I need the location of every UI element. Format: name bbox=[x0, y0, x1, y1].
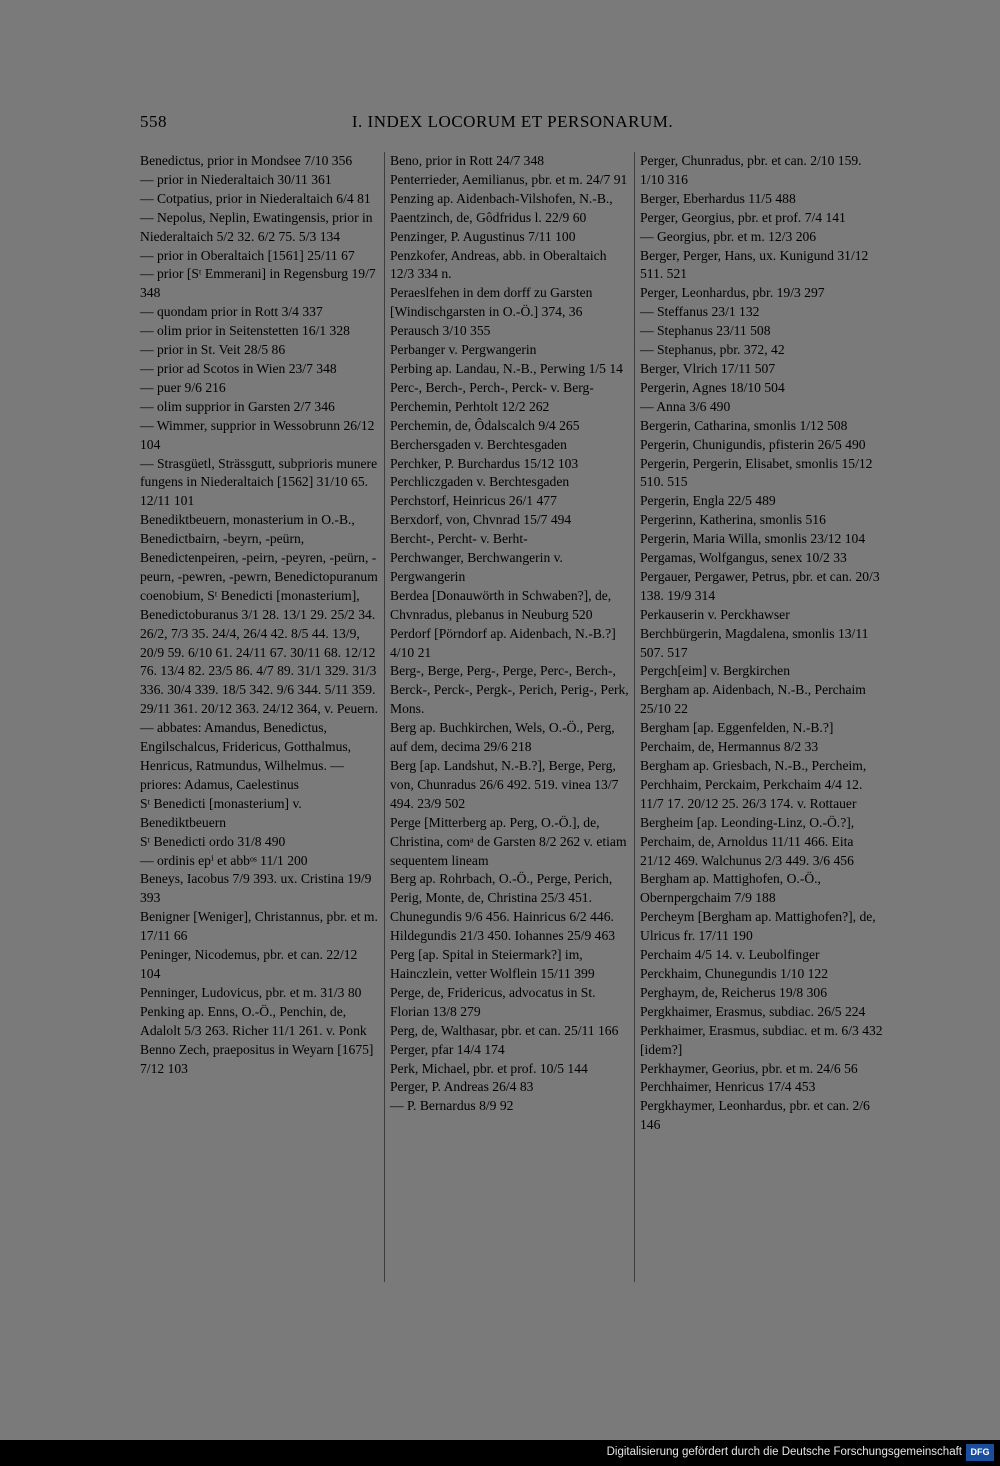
digitization-footer bbox=[0, 1440, 1000, 1466]
index-entry: Perkhaymer, Georius, pbr. et m. 24/6 56 bbox=[640, 1060, 858, 1076]
index-column-1 bbox=[140, 152, 380, 1078]
index-entry: Bergerin, Catharina, smonlis 1/12 508 bbox=[640, 417, 848, 433]
index-entry: Penzkofer, Andreas, abb. in Oberaltaich 12/3 334 n. bbox=[390, 247, 607, 282]
index-entry: — Georgius, pbr. et m. 12/3 206 bbox=[640, 228, 817, 244]
index-entry: Berg [ap. Landshut, N.-B.?], Berge, Perg, von, Chunradus 26/6 492. 519. vinea 13/7 494. 23/9 502 bbox=[390, 758, 619, 811]
index-entry: Berger, Perger, Hans, ux. Kunigund 31/12 511. 521 bbox=[640, 247, 869, 282]
column-divider bbox=[384, 152, 385, 1282]
index-entry: Pergkhaimer, Erasmus, subdiac. 26/5 224 bbox=[640, 1003, 866, 1019]
index-entry: Perkauserin v. Perckhawser bbox=[640, 606, 790, 622]
index-entry: — quondam prior in Rott 3/4 337 bbox=[140, 304, 323, 320]
index-entry: Perger, P. Andreas 26/4 83 bbox=[390, 1079, 534, 1095]
index-entry: Pergerin, Maria Willa, smonlis 23/12 104 bbox=[640, 531, 866, 547]
index-entry: — Nepolus, Neplin, Ewatingensis, prior in Niederaltaich 5/2 32. 6/2 75. 5/3 134 bbox=[140, 209, 373, 244]
index-column-3 bbox=[640, 152, 883, 1135]
index-entry: Berdea [Donauwörth in Schwaben?], de, Chvnradus, plebanus in Neuburg 520 bbox=[390, 587, 612, 622]
page-header bbox=[140, 112, 885, 136]
index-entry: — Cotpatius, prior in Niederaltaich 6/4 81 bbox=[140, 190, 371, 206]
index-entry: — Steffanus 23/1 132 bbox=[640, 304, 760, 320]
index-entry: — P. Bernardus 8/9 92 bbox=[390, 1098, 514, 1114]
index-entry: — prior in St. Veit 28/5 86 bbox=[140, 342, 286, 358]
index-entry: Bercht-, Percht- v. Berht- bbox=[390, 531, 528, 547]
index-entry: Perg, de, Walthasar, pbr. et can. 25/11 166 bbox=[390, 1022, 619, 1038]
index-entry: — Stephanus 23/11 508 bbox=[640, 323, 771, 339]
index-entry: Bergham ap. Griesbach, N.-B., Percheim, Perchhaim, Perckaim, Perkchaim 4/4 12. 11/7 17. 20/12 25. 26/3 174. v. Rottauer bbox=[640, 758, 867, 811]
index-entry: Benedictus, prior in Mondsee 7/10 356 bbox=[140, 153, 353, 168]
index-column-2 bbox=[390, 152, 630, 1116]
index-entry: — prior [Sᵗ Emmerani] in Regensburg 19/7 348 bbox=[140, 266, 376, 301]
index-entry: Benigner [Weniger], Christannus, pbr. et m. 17/11 66 bbox=[140, 909, 378, 944]
index-entry: Perger, Georgius, pbr. et prof. 7/4 141 bbox=[640, 209, 846, 225]
index-entry: Berchersgaden v. Berchtesgaden bbox=[390, 436, 567, 452]
index-entry: Perghaym, de, Reicherus 19/8 306 bbox=[640, 984, 828, 1000]
index-entry: Perge, de, Fridericus, advocatus in St. Florian 13/8 279 bbox=[390, 984, 596, 1019]
index-entry: Perchker, P. Burchardus 15/12 103 bbox=[390, 455, 579, 471]
index-entry: — ordinis epⁱ et abbᵒˢ 11/1 200 bbox=[140, 852, 308, 868]
index-entry: — Anna 3/6 490 bbox=[640, 398, 731, 414]
index-entry: Percheym [Bergham ap. Mattighofen?], de, Ulricus fr. 17/11 190 bbox=[640, 909, 876, 944]
index-entry: Sᵗ Benedicti [monasterium] v. Benediktbeuern bbox=[140, 795, 302, 830]
index-entry: Perger, pfar 14/4 174 bbox=[390, 1041, 505, 1057]
index-entry: Pergerin, Pergerin, Elisabet, smonlis 15/12 510. 515 bbox=[640, 455, 873, 490]
index-entry: — Stephanus, pbr. 372, 42 bbox=[640, 342, 785, 358]
index-entry: Perckhaim, Chunegundis 1/10 122 bbox=[640, 965, 829, 981]
index-entry: Pergauer, Pergawer, Petrus, pbr. et can. 20/3 138. 19/9 314 bbox=[640, 568, 880, 603]
index-entry: Penking ap. Enns, O.-Ö., Penchin, de, Adalolt 5/3 263. Richer 11/1 261. v. Ponk bbox=[140, 1003, 367, 1038]
index-entry: Berchbürgerin, Magdalena, smonlis 13/11 507. 517 bbox=[640, 625, 869, 660]
index-entry: — prior in Niederaltaich 30/11 361 bbox=[140, 171, 332, 187]
index-entry: Perg [ap. Spital in Steiermark?] im, Hainczlein, vetter Wolflein 15/11 399 bbox=[390, 947, 595, 981]
index-entry: Perchwanger, Berchwangerin v. Pergwangerin bbox=[390, 550, 563, 584]
index-entry: Perchemin, Perhtolt 12/2 262 bbox=[390, 398, 550, 414]
index-entry: Bergham [ap. Eggenfelden, N.-B.?] Perchaim, de, Hermannus 8/2 33 bbox=[640, 720, 834, 755]
index-entry: — prior ad Scotos in Wien 23/7 348 bbox=[140, 360, 337, 376]
index-entry: Pergerinn, Katherina, smonlis 516 bbox=[640, 512, 826, 528]
index-entry: Berger, Eberhardus 11/5 488 bbox=[640, 190, 796, 206]
index-entry: Perchemin, de, Ôdalscalch 9/4 265 bbox=[390, 417, 580, 433]
index-entry: Peninger, Nicodemus, pbr. et can. 22/12 104 bbox=[140, 947, 358, 981]
index-entry: Berg ap. Buchkirchen, Wels, O.-Ö., Perg, auf dem, decima 29/6 218 bbox=[390, 720, 615, 755]
index-entry: Perchstorf, Heinricus 26/1 477 bbox=[390, 493, 557, 509]
index-entry: Berg-, Berge, Perg-, Perge, Perc-, Berch-, Berck-, Perck-, Pergk-, Perich, Perig-, Perk, Mons. bbox=[390, 663, 629, 717]
index-entry: Pergch[eim] v. Bergkirchen bbox=[640, 663, 790, 679]
index-entry: Perc-, Berch-, Perch-, Perck- v. Berg- bbox=[390, 379, 594, 395]
index-entry: Perchaim 4/5 14. v. Leubolfinger bbox=[640, 947, 820, 963]
index-entry: Perchhaimer, Henricus 17/4 453 bbox=[640, 1079, 816, 1095]
index-entry: Bergham ap. Aidenbach, N.-B., Perchaim 25/10 22 bbox=[640, 682, 866, 717]
index-entry: Perkhaimer, Erasmus, subdiac. et m. 6/3 432 [idem?] bbox=[640, 1022, 883, 1057]
index-entry: Perk, Michael, pbr. et prof. 10/5 144 bbox=[390, 1060, 588, 1076]
index-entry: Perchliczgaden v. Berchtesgaden bbox=[390, 474, 570, 490]
index-entry: Sᵗ Benedicti ordo 31/8 490 bbox=[140, 833, 286, 849]
index-entry: — prior in Oberaltaich [1561] 25/11 67 bbox=[140, 247, 355, 263]
index-entry: Pergerin, Chunigundis, pfisterin 26/5 490 bbox=[640, 436, 866, 452]
index-entry: Bergham ap. Mattighofen, O.-Ö., Obernpergchaim 7/9 188 bbox=[640, 871, 821, 906]
index-entry: Pergamas, Wolfgangus, senex 10/2 33 bbox=[640, 550, 847, 566]
index-entry: Berger, Vlrich 17/11 507 bbox=[640, 360, 776, 376]
index-entry: Penzinger, P. Augustinus 7/11 100 bbox=[390, 228, 576, 244]
index-entry: Benno Zech, praepositus in Weyarn [1675] 7/12 103 bbox=[140, 1041, 374, 1076]
index-entry: Perbing ap. Landau, N.-B., Perwing 1/5 14 bbox=[390, 360, 623, 376]
index-entry: Berxdorf, von, Chvnrad 15/7 494 bbox=[390, 512, 572, 528]
index-entry: Beneys, Iacobus 7/9 393. ux. Cristina 19/9 393 bbox=[140, 871, 372, 906]
index-entry: Perbanger v. Pergwangerin bbox=[390, 342, 537, 358]
index-entry: Perausch 3/10 355 bbox=[390, 323, 491, 339]
index-entry: — olim supprior in Garsten 2/7 346 bbox=[140, 398, 335, 414]
index-entry: Penzing ap. Aidenbach-Vilshofen, N.-B., Paentzinch, de, Gôdfridus l. 22/9 60 bbox=[390, 190, 613, 225]
index-entry: Perger, Leonhardus, pbr. 19/3 297 bbox=[640, 285, 825, 301]
index-entry: Perge [Mitterberg ap. Perg, O.-Ö.], de, Christina, comᵃ de Garsten 8/2 262 v. etiam sequentem lineam bbox=[390, 814, 627, 868]
index-entry: Penterrieder, Aemilianus, pbr. et m. 24/7 91 bbox=[390, 171, 628, 187]
index-entry: Benediktbeuern, monasterium in O.-B., Benedictbairn, -beyrn, -peürn, Benedictenpeiren, -peirn, -peyren, -peürn, -peurn, -pewren, -pewrn, Benedictopuranum coenobium, Sᵗ Benedicti [monasterium], Benedictoburanus 3/1 28. 13/1 29. 25/2 34. 26/2, 7/3 35. 24/4, 26/4 42. 8/5 44. 13/9, 20/9 59. 6/10 61. 24/11 67. 30/11 68. 12/12 76. 13/4 82. 23/5 86. 4/7 89. 31/1 329. 31/3 336. 30/4 339. 18/5 342. 9/6 344. 5/11 359. 29/11 361. 20/12 363. 24/12 364, v. Peuern. — abbates: Amandus, Benedictus, Engilschalcus, Fridericus, Gotthalmus, Henricus, Ratmundus, Wilhelmus. — priores: Adamus, Caelestinus bbox=[140, 512, 379, 792]
index-entry: Perdorf [Pörndorf ap. Aidenbach, N.-B.?] 4/10 21 bbox=[390, 625, 616, 660]
index-entry: — Wimmer, supprior in Wessobrunn 26/12 104 bbox=[140, 417, 375, 452]
index-entry: Pergerin, Engla 22/5 489 bbox=[640, 493, 776, 509]
index-entry: Perger, Chunradus, pbr. et can. 2/10 159. 1/10 316 bbox=[640, 153, 862, 187]
index-entry: Beno, prior in Rott 24/7 348 bbox=[390, 153, 545, 168]
footer-credit: Digitalisierung gefördert durch die Deutsche Forschungsgemeinschaft bbox=[606, 1446, 962, 1458]
page-number: 558 bbox=[140, 112, 167, 131]
index-entry: — olim prior in Seitenstetten 16/1 328 bbox=[140, 323, 350, 339]
column-divider bbox=[634, 152, 635, 1282]
index-entry: Berg ap. Rohrbach, O.-Ö., Perge, Perich, Perig, Monte, de, Christina 25/3 451. Chunegundis 9/6 456. Hainricus 6/2 446. Hildegundis 21/3 450. Iohannes 25/9 463 bbox=[390, 871, 616, 944]
index-entry: — puer 9/6 216 bbox=[140, 379, 226, 395]
index-entry: Pergkhaymer, Leonhardus, pbr. et can. 2/6 146 bbox=[640, 1098, 870, 1133]
index-entry: Penninger, Ludovicus, pbr. et m. 31/3 80 bbox=[140, 984, 362, 1000]
index-entry: Pergerin, Agnes 18/10 504 bbox=[640, 379, 785, 395]
running-title: I. INDEX LOCORUM ET PERSONARUM. bbox=[351, 112, 674, 131]
dfg-logo: DFG bbox=[966, 1444, 994, 1461]
index-entry: — Strasgüetl, Strässgutt, subprioris munere fungens in Niederaltaich [1562] 31/10 65. 12/11 101 bbox=[140, 455, 378, 509]
index-entry: Bergheim [ap. Leonding-Linz, O.-Ö.?], Perchaim, de, Arnoldus 11/11 466. Eita 21/12 469. Walchunus 2/3 449. 3/6 456 bbox=[640, 814, 855, 868]
index-entry: Peraeslfehen in dem dorff zu Garsten [Windischgarsten in O.-Ö.] 374, 36 bbox=[390, 285, 593, 320]
